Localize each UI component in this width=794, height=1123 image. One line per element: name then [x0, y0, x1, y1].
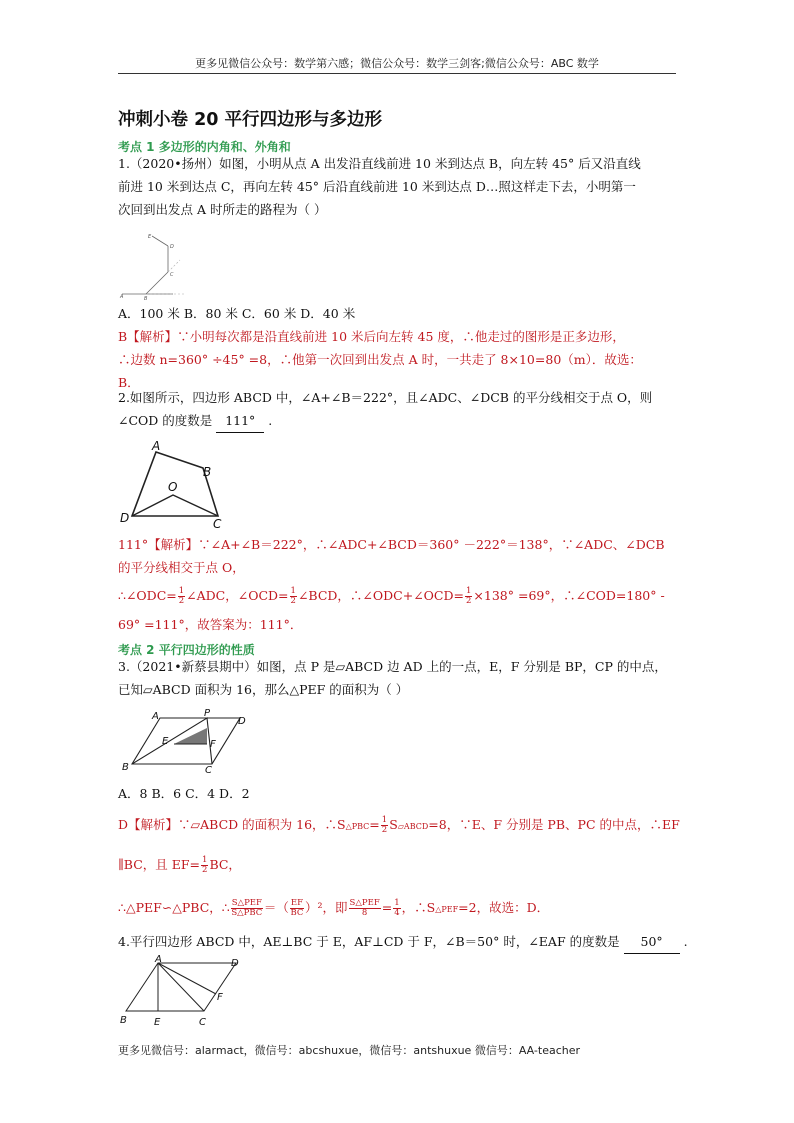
q4-line-1-text: 4.平行四边形 ABCD 中，AE⊥BC 于 E，AF⊥CD 于 F，∠B＝50° 时，∠EAF 的度数是	[118, 934, 620, 949]
question-1	[118, 152, 678, 221]
fraction-denominator: 2	[178, 596, 185, 606]
q2-fig-label-o: O	[168, 480, 178, 494]
q1-line-2: 前进 10 米到达点 C，再向左转 45° 后沿直线前进 10 米到达点 D…照这样走下去，小明第一	[118, 179, 636, 194]
q2-fig-label-a: A	[152, 440, 161, 453]
q2-ans3-part-b: ∠ADC，∠OCD=	[186, 588, 289, 603]
q3-fraction-area-over-8	[349, 899, 381, 918]
q1-fig-segment-bc	[146, 272, 168, 294]
q1-figure	[118, 230, 188, 300]
q3-half-fraction-2	[201, 856, 208, 875]
q3-ans1-part-c: S	[389, 817, 398, 832]
q2-answer-line-4: 69° =111°，故答案为：111°．	[118, 617, 303, 632]
fraction-numerator: S△PEF	[349, 898, 380, 908]
q2-answer-line-2: 的平分线相交于点 O，	[118, 560, 245, 575]
q1-fig-label-d: D	[170, 244, 174, 250]
q3-fig-label-a: A	[152, 711, 159, 722]
q3-fig-label-e: E	[162, 736, 169, 747]
q1-fig-label-b: B	[144, 296, 148, 300]
q3-fig-label-c: C	[205, 765, 212, 776]
q3-fraction-one-quarter	[393, 899, 400, 918]
header-rule	[118, 73, 676, 74]
page-title: 冲刺小卷 20 平行四边形与多边形	[118, 110, 383, 130]
fraction-numerator: EF	[290, 898, 304, 908]
question-4	[118, 930, 688, 954]
q3-line-2: 已知▱ABCD 面积为 16，那么△PEF 的面积为（ ）	[118, 682, 409, 697]
section-heading-2: 考点 2 平行四边形的性质	[118, 643, 255, 657]
q4-fig-label-d: D	[231, 958, 239, 969]
q4-fig-label-c: C	[199, 1017, 206, 1028]
q4-fig-segment-af	[158, 963, 216, 994]
q3-fig-label-b: B	[122, 762, 129, 773]
fraction-numerator: 1	[202, 855, 208, 865]
q3-fig-label-f: F	[210, 739, 216, 750]
q2-ans3-part-a: ∴∠ODC=	[118, 588, 177, 603]
fraction-numerator: 1	[466, 586, 472, 596]
q2-fig-label-d: D	[120, 511, 130, 525]
q2-line-1: 2.如图所示，四边形 ABCD 中，∠A+∠B＝222°，且∠ADC、∠DCB 的平分线相交于点 O，则	[118, 390, 653, 405]
q4-fig-segment-ac	[158, 963, 204, 1011]
q3-ans3-subscript-pef: △PEF	[435, 905, 459, 914]
fraction-numerator: 1	[178, 586, 185, 596]
q2-line-2-text: ∠COD 的度数是	[118, 413, 213, 428]
q3-ans3-part-d: =	[381, 900, 393, 915]
q3-ans3-part-c: ）²，即	[305, 900, 348, 915]
question-3	[118, 655, 678, 701]
q3-options: A．8 B．6 C．4 D．2	[118, 786, 250, 801]
fraction-denominator: 2	[381, 825, 388, 835]
fraction-denominator: 2	[290, 596, 296, 606]
q1-fig-segment-de	[152, 236, 168, 246]
q1-options: A．100 米 B．80 米 C．60 米 D．40 米	[118, 306, 356, 321]
q1-line-1: 1.（2020•扬州）如图，小明从点 A 出发沿直线前进 10 米到达点 B，向左转 45° 后又沿直线	[118, 156, 641, 171]
q3-ans3-part-a: ∴△PEF∽△PBC，∴	[118, 900, 230, 915]
q2-line-2	[118, 409, 678, 433]
q3-ans3-part-b: ＝（	[263, 900, 289, 915]
q4-line-1-end: .	[683, 934, 688, 949]
q2-half-fraction-2	[290, 587, 297, 606]
q2-half-fraction-3	[465, 587, 472, 606]
q2-figure	[118, 440, 233, 528]
q4-figure	[118, 955, 258, 1030]
section-heading-1: 考点 1 多边形的内角和、外角和	[118, 140, 291, 154]
fraction-denominator: 8	[361, 908, 368, 918]
fraction-denominator: 4	[394, 908, 400, 918]
q2-half-fraction-1	[178, 587, 185, 606]
q3-ans3-part-f: =2，故选：D．	[458, 900, 550, 915]
q1-line-3: 次回到出发点 A 时所走的路程为（ ）	[118, 202, 327, 217]
q3-fig-label-d: D	[238, 716, 246, 727]
q2-answer-line-1: 111°【解析】∵∠A+∠B＝222°，∴∠ADC+∠BCD＝360° －222°＝138°，∵∠ADC、∠DCB	[118, 537, 665, 552]
q3-ans1-subscript-pbc: △PBC	[345, 822, 370, 831]
q1-fig-label-e: E	[148, 234, 152, 240]
q1-answer	[118, 325, 678, 394]
q3-ans1-subscript-abcd: ▱ABCD	[397, 822, 429, 831]
q3-line-1: 3.（2021•新蔡县期中）如图，点 P 是▱ABCD 边 AD 上的一点，E，F 分别是 BP，CP 的中点，	[118, 659, 667, 674]
fraction-denominator: 2	[466, 596, 472, 606]
q3-figure	[118, 708, 258, 778]
question-2	[118, 386, 678, 433]
q1-answer-line-3: B．	[118, 375, 140, 390]
q1-fig-extension-2	[168, 260, 180, 272]
q1-answer-line-1: B【解析】∵小明每次都是沿直线前进 10 米后向左转 45 度，∴他走过的图形是正多边形，	[118, 329, 625, 344]
q3-answer-line-1	[118, 813, 678, 838]
q3-answer-line-2	[118, 853, 678, 876]
q3-ans1-part-a: D【解析】∵▱ABCD 的面积为 16，∴S	[118, 817, 346, 832]
page-header: 更多见微信公众号：数学第六感；微信公众号：数学三剑客;微信公众号：ABC 数学	[195, 57, 599, 70]
q3-ans3-part-e: ，∴S	[401, 900, 436, 915]
page-footer: 更多见微信号：alarmact，微信号：abcshuxue，微信号：antshuxue 微信号：AA-teacher	[118, 1044, 581, 1057]
q2-fig-label-b: B	[203, 465, 212, 479]
q1-fig-label-c: C	[170, 272, 174, 278]
fraction-numerator: 1	[394, 898, 400, 908]
fraction-denominator: S△PBC	[231, 908, 263, 918]
q4-fig-label-b: B	[120, 1015, 127, 1026]
q1-fig-label-a: A	[120, 294, 124, 300]
q3-fraction-area-ratio	[231, 899, 263, 918]
q3-fraction-ef-bc	[290, 899, 304, 918]
q3-ans2-part-b: BC，	[209, 857, 241, 872]
q3-answer-line-3	[118, 896, 678, 921]
q3-ans1-part-d: =8，∵E、F 分别是 PB、PC 的中点，∴EF	[428, 817, 680, 832]
q2-answer-line-3	[118, 584, 678, 607]
fraction-numerator: 1	[381, 815, 388, 825]
q4-fig-label-a: A	[155, 955, 162, 965]
q3-half-fraction-1	[381, 816, 388, 835]
fraction-numerator: S△PEF	[231, 898, 262, 908]
q4-fig-label-e: E	[154, 1017, 161, 1028]
q2-ans3-part-d: ×138° =69°，∴∠COD=180° -	[473, 588, 665, 603]
q3-fig-shaded-triangle-pef	[174, 728, 207, 744]
q3-ans2-part-a: ∥BC，且 EF=	[118, 857, 201, 872]
q1-answer-line-2: ∴边数 n=360° ÷45° =8，∴他第一次回到出发点 A 时，一共走了 8×10=80（m）．故选：	[118, 352, 642, 367]
q2-fig-label-c: C	[213, 517, 222, 528]
q2-line-2-end: .	[268, 413, 273, 428]
fraction-denominator: 2	[202, 865, 208, 875]
q2-ans3-part-c: ∠BCD，∴∠ODC+∠OCD=	[297, 588, 464, 603]
q2-fig-bisectors	[132, 495, 218, 516]
q4-fig-label-f: F	[217, 992, 223, 1003]
q3-fig-label-p: P	[204, 708, 211, 719]
q2-answer-blank: 111°	[216, 409, 264, 433]
q3-ans1-part-b: =	[369, 817, 380, 832]
fraction-denominator: BC	[290, 908, 304, 918]
fraction-numerator: 1	[290, 586, 296, 596]
q4-answer-blank: 50°	[624, 930, 680, 954]
